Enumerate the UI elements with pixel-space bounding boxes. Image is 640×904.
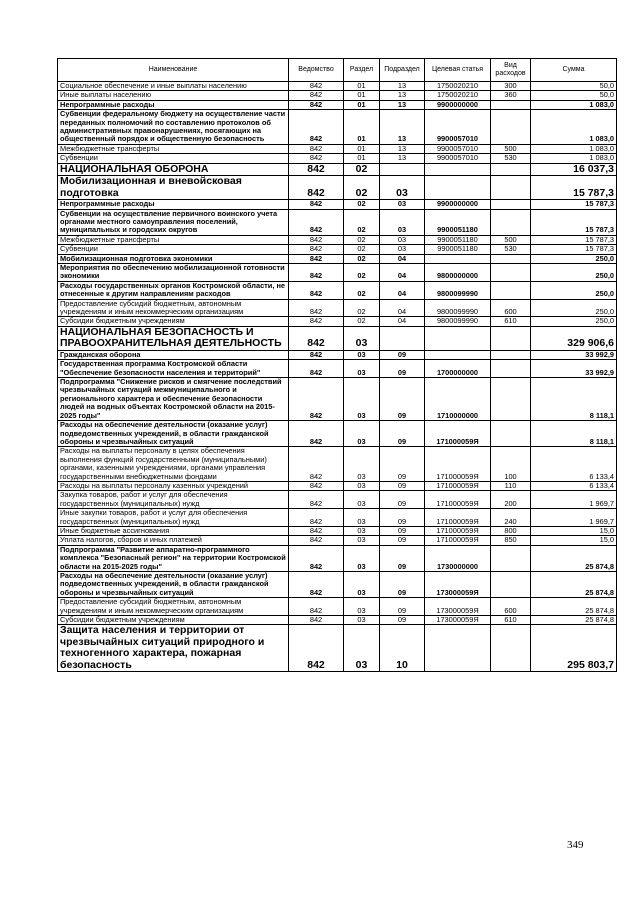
cell-subsection: 09 [380,360,425,378]
cell-kind [491,350,531,359]
cell-kind: 110 [491,481,531,490]
cell-kind [491,100,531,109]
cell-kind [491,254,531,263]
cell-subsection: 09 [380,350,425,359]
cell-subsection: 09 [380,598,425,616]
cell-kind [491,360,531,378]
cell-name: Субсидии бюджетным учреждениям [58,616,289,625]
cell-kind [491,625,531,672]
cell-dept: 842 [289,245,344,254]
cell-kind [491,209,531,235]
cell-kind [491,200,531,209]
cell-target [425,176,491,200]
cell-dept: 842 [289,616,344,625]
cell-sum: 1 083,0 [531,144,617,153]
cell-name: Мобилизационная и вневойсковая подготовка [58,176,289,200]
cell-subsection: 13 [380,144,425,153]
cell-sum: 329 906,6 [531,326,617,350]
cell-target: 9800000000 [425,264,491,282]
cell-sum: 16 037,3 [531,163,617,176]
cell-target: 173000059Я [425,616,491,625]
cell-sum: 8 118,1 [531,421,617,447]
cell-name: Предоставление субсидий бюджетным, автономным учреждениям и иным некоммерческим организациям [58,598,289,616]
cell-subsection: 03 [380,200,425,209]
cell-target: 1750020210 [425,82,491,91]
cell-dept: 842 [289,176,344,200]
cell-sum: 15 787,3 [531,176,617,200]
cell-subsection: 09 [380,509,425,527]
cell-section: 01 [344,100,380,109]
cell-section: 02 [344,245,380,254]
cell-sum: 15 787,3 [531,209,617,235]
cell-name: Субвенции [58,245,289,254]
cell-sum: 33 992,9 [531,350,617,359]
cell-name: Расходы на выплаты персоналу казенных учреждений [58,481,289,490]
cell-section: 01 [344,110,380,145]
cell-dept: 842 [289,326,344,350]
header-name: Наименование [58,59,289,82]
cell-target: 9900000000 [425,100,491,109]
cell-sum: 1 969,7 [531,509,617,527]
cell-dept: 842 [289,209,344,235]
cell-section: 02 [344,281,380,299]
table-row [58,200,617,209]
cell-name: Государственная программа Костромской области "Обеспечение безопасности населения и территорий" [58,360,289,378]
cell-subsection [380,163,425,176]
cell-dept: 842 [289,254,344,263]
cell-target: 173000059Я [425,598,491,616]
cell-dept: 842 [289,154,344,163]
cell-section: 01 [344,144,380,153]
cell-subsection: 09 [380,545,425,571]
cell-name: Подпрограмма "Развитие аппаратно-программного комплекса "Безопасный регион" на территории Костромской области на 2015-2025 годы" [58,545,289,571]
cell-target: 9800099990 [425,317,491,326]
cell-target [425,326,491,350]
cell-dept: 842 [289,378,344,421]
header-section: Раздел [344,59,380,82]
cell-subsection: 09 [380,421,425,447]
cell-name: Субвенции [58,154,289,163]
cell-dept: 842 [289,235,344,244]
cell-dept: 842 [289,100,344,109]
cell-subsection: 09 [380,572,425,598]
table-row [58,378,617,421]
cell-kind [491,421,531,447]
table-row [58,360,617,378]
cell-name: Мероприятия по обеспечению мобилизационной готовности экономики [58,264,289,282]
cell-name: Уплата налогов, сборов и иных платежей [58,536,289,545]
cell-subsection: 04 [380,317,425,326]
cell-sum: 25 874,8 [531,598,617,616]
cell-target: 171000059Я [425,421,491,447]
cell-target: 1730000000 [425,545,491,571]
cell-target [425,163,491,176]
cell-kind [491,572,531,598]
table-row [58,91,617,100]
cell-sum: 250,0 [531,281,617,299]
cell-section: 02 [344,264,380,282]
cell-name: Защита населения и территории от чрезвычайных ситуаций природного и техногенного характера, пожарная безопасность [58,625,289,672]
cell-sum: 15 787,3 [531,245,617,254]
cell-sum: 15 787,3 [531,235,617,244]
cell-dept: 842 [289,281,344,299]
cell-subsection: 03 [380,235,425,244]
cell-name: Расходы на обеспечение деятельности (оказание услуг) подведомственных учреждений, в области гражданской обороны и чрезвычайных ситуаций [58,421,289,447]
cell-section: 03 [344,625,380,672]
table-body [58,82,617,672]
table-row [58,299,617,317]
cell-sum: 15,0 [531,526,617,535]
cell-sum: 250,0 [531,264,617,282]
cell-subsection: 03 [380,245,425,254]
header-kind: Вид расходов [491,59,531,82]
cell-target [425,625,491,672]
cell-target: 9900051180 [425,209,491,235]
cell-dept: 842 [289,264,344,282]
cell-dept: 842 [289,447,344,482]
cell-dept: 842 [289,536,344,545]
cell-subsection: 13 [380,100,425,109]
cell-subsection: 09 [380,616,425,625]
table-row [58,317,617,326]
cell-subsection: 04 [380,264,425,282]
cell-dept: 842 [289,625,344,672]
cell-sum: 1 083,0 [531,110,617,145]
cell-target: 171000059Я [425,536,491,545]
cell-sum: 50,0 [531,91,617,100]
cell-dept: 842 [289,509,344,527]
cell-target: 1700000000 [425,360,491,378]
cell-name: Иные выплаты населению [58,91,289,100]
cell-section: 02 [344,209,380,235]
table-row [58,176,617,200]
cell-section: 02 [344,176,380,200]
cell-sum: 15,0 [531,536,617,545]
cell-target: 9900051180 [425,245,491,254]
cell-kind: 100 [491,447,531,482]
cell-dept: 842 [289,572,344,598]
cell-target: 1710000000 [425,378,491,421]
cell-name: Закупка товаров, работ и услуг для обеспечения государственных (муниципальных) нужд [58,491,289,509]
cell-subsection: 04 [380,299,425,317]
cell-kind: 800 [491,526,531,535]
table-row [58,154,617,163]
cell-dept: 842 [289,598,344,616]
header-subsection: Подраздел [380,59,425,82]
cell-name: Иные бюджетные ассигнования [58,526,289,535]
table-header-row [58,59,617,82]
cell-section: 02 [344,235,380,244]
cell-dept: 842 [289,350,344,359]
cell-subsection: 03 [380,209,425,235]
cell-subsection: 04 [380,281,425,299]
cell-sum: 6 133,4 [531,447,617,482]
cell-section: 02 [344,163,380,176]
cell-subsection: 13 [380,154,425,163]
cell-name: Непрограммные расходы [58,200,289,209]
cell-target: 9800099990 [425,281,491,299]
cell-kind: 610 [491,317,531,326]
cell-target: 171000059Я [425,509,491,527]
cell-sum: 1 083,0 [531,100,617,109]
cell-section: 01 [344,91,380,100]
cell-target: 171000059Я [425,447,491,482]
cell-kind [491,176,531,200]
cell-section: 02 [344,254,380,263]
cell-subsection: 09 [380,481,425,490]
cell-dept: 842 [289,526,344,535]
cell-name: Субвенции на осуществление первичного воинского учета органами местного самоуправления поселений, муниципальных и городских округов [58,209,289,235]
cell-dept: 842 [289,491,344,509]
cell-kind: 850 [491,536,531,545]
cell-target: 9900057010 [425,144,491,153]
cell-kind: 200 [491,491,531,509]
cell-name: Субвенции федеральному бюджету на осуществление части переданных полномочий по составлению протоколов об административных правонарушениях, посягающих на общественный порядок и общественную безопасность [58,110,289,145]
cell-section: 03 [344,350,380,359]
table-row [58,625,617,672]
cell-kind: 610 [491,616,531,625]
cell-kind [491,281,531,299]
table-row [58,281,617,299]
cell-subsection: 13 [380,110,425,145]
cell-kind: 240 [491,509,531,527]
cell-section: 03 [344,598,380,616]
cell-target [425,350,491,359]
table-row [58,545,617,571]
cell-name: Социальное обеспечение и иные выплаты населению [58,82,289,91]
cell-sum: 15 787,3 [531,200,617,209]
cell-dept: 842 [289,82,344,91]
cell-subsection: 03 [380,176,425,200]
cell-name: Непрограммные расходы [58,100,289,109]
cell-section: 01 [344,154,380,163]
cell-kind: 530 [491,154,531,163]
cell-name: Расходы на выплаты персоналу в целях обеспечения выполнения функций государственными (муниципальными) органами, казенными учреждениями, органами управления государственными внебюджетными фондами [58,447,289,482]
cell-dept: 842 [289,91,344,100]
cell-kind [491,326,531,350]
budget-table [57,58,617,672]
cell-dept: 842 [289,317,344,326]
cell-section: 03 [344,526,380,535]
cell-sum: 50,0 [531,82,617,91]
cell-kind: 500 [491,235,531,244]
cell-target: 173000059Я [425,572,491,598]
cell-sum: 250,0 [531,317,617,326]
cell-sum: 25 874,8 [531,572,617,598]
cell-sum: 295 803,7 [531,625,617,672]
cell-dept: 842 [289,110,344,145]
cell-section: 03 [344,491,380,509]
table-row [58,235,617,244]
cell-kind [491,110,531,145]
cell-name: Межбюджетные трансферты [58,144,289,153]
table-row [58,110,617,145]
cell-subsection: 13 [380,82,425,91]
cell-dept: 842 [289,360,344,378]
table-row [58,509,617,527]
table-row [58,598,617,616]
cell-section: 03 [344,572,380,598]
table-row [58,421,617,447]
table-row [58,536,617,545]
cell-name: Мобилизационная подготовка экономики [58,254,289,263]
table-row [58,245,617,254]
cell-name: Предоставление субсидий бюджетным, автономным учреждениям и иным некоммерческим организациям [58,299,289,317]
cell-dept: 842 [289,481,344,490]
cell-kind [491,264,531,282]
cell-kind [491,163,531,176]
cell-target: 171000059Я [425,481,491,490]
cell-sum: 8 118,1 [531,378,617,421]
cell-subsection: 09 [380,378,425,421]
table-row [58,264,617,282]
cell-section: 01 [344,82,380,91]
cell-target: 171000059Я [425,526,491,535]
cell-section: 02 [344,317,380,326]
table-row [58,447,617,482]
cell-target: 9800099990 [425,299,491,317]
cell-subsection: 09 [380,447,425,482]
cell-name: Иные закупки товаров, работ и услуг для обеспечения государственных (муниципальных) нужд [58,509,289,527]
cell-section: 03 [344,421,380,447]
cell-section: 02 [344,200,380,209]
cell-section: 03 [344,360,380,378]
cell-section: 03 [344,326,380,350]
cell-sum: 250,0 [531,254,617,263]
cell-name: Расходы на обеспечение деятельности (оказание услуг) подведомственных учреждений, в области гражданской обороны и чрезвычайных ситуаций [58,572,289,598]
page-number: 349 [567,839,584,851]
cell-name: Гражданская оборона [58,350,289,359]
cell-target: 9900057010 [425,110,491,145]
cell-dept: 842 [289,144,344,153]
cell-subsection: 10 [380,625,425,672]
cell-section: 03 [344,509,380,527]
table-row [58,572,617,598]
cell-target: 9900051180 [425,235,491,244]
cell-section: 02 [344,299,380,317]
cell-name: Межбюджетные трансферты [58,235,289,244]
cell-name: Расходы государственных органов Костромской области, не отнесенные к другим направлениям расходов [58,281,289,299]
cell-kind: 530 [491,245,531,254]
cell-kind: 500 [491,144,531,153]
cell-name: Субсидии бюджетным учреждениям [58,317,289,326]
cell-sum: 1 969,7 [531,491,617,509]
cell-subsection: 09 [380,526,425,535]
cell-dept: 842 [289,200,344,209]
cell-target: 9900057010 [425,154,491,163]
cell-subsection: 09 [380,536,425,545]
cell-subsection: 04 [380,254,425,263]
cell-name: НАЦИОНАЛЬНАЯ ОБОРОНА [58,163,289,176]
cell-dept: 842 [289,299,344,317]
cell-section: 03 [344,536,380,545]
cell-sum: 250,0 [531,299,617,317]
table-row [58,326,617,350]
cell-subsection: 09 [380,491,425,509]
cell-target [425,254,491,263]
cell-target: 9900000000 [425,200,491,209]
cell-kind [491,378,531,421]
cell-dept: 842 [289,421,344,447]
cell-section: 03 [344,481,380,490]
cell-section: 03 [344,447,380,482]
table-row [58,491,617,509]
cell-sum: 1 083,0 [531,154,617,163]
cell-section: 03 [344,378,380,421]
cell-subsection: 13 [380,91,425,100]
cell-name: НАЦИОНАЛЬНАЯ БЕЗОПАСНОСТЬ И ПРАВООХРАНИТЕЛЬНАЯ ДЕЯТЕЛЬНОСТЬ [58,326,289,350]
cell-sum: 33 992,9 [531,360,617,378]
cell-section: 03 [344,545,380,571]
cell-sum: 25 874,8 [531,616,617,625]
cell-dept: 842 [289,545,344,571]
cell-subsection [380,326,425,350]
table-row [58,163,617,176]
cell-sum: 25 874,8 [531,545,617,571]
cell-kind: 600 [491,598,531,616]
cell-kind: 300 [491,82,531,91]
table-row [58,209,617,235]
cell-kind: 600 [491,299,531,317]
header-target: Целевая статья [425,59,491,82]
cell-sum: 6 133,4 [531,481,617,490]
table-row [58,144,617,153]
header-dept: Ведомство [289,59,344,82]
cell-target: 1750020210 [425,91,491,100]
cell-dept: 842 [289,163,344,176]
header-sum: Сумма [531,59,617,82]
cell-target: 171000059Я [425,491,491,509]
cell-section: 03 [344,616,380,625]
cell-name: Подпрограмма "Снижение рисков и смягчение последствий чрезвычайных ситуаций межмуниципального и регионального характера и обеспечение безопасности людей на водных объектах Костромской области на 2015-2025 годы" [58,378,289,421]
cell-kind [491,545,531,571]
cell-kind: 360 [491,91,531,100]
